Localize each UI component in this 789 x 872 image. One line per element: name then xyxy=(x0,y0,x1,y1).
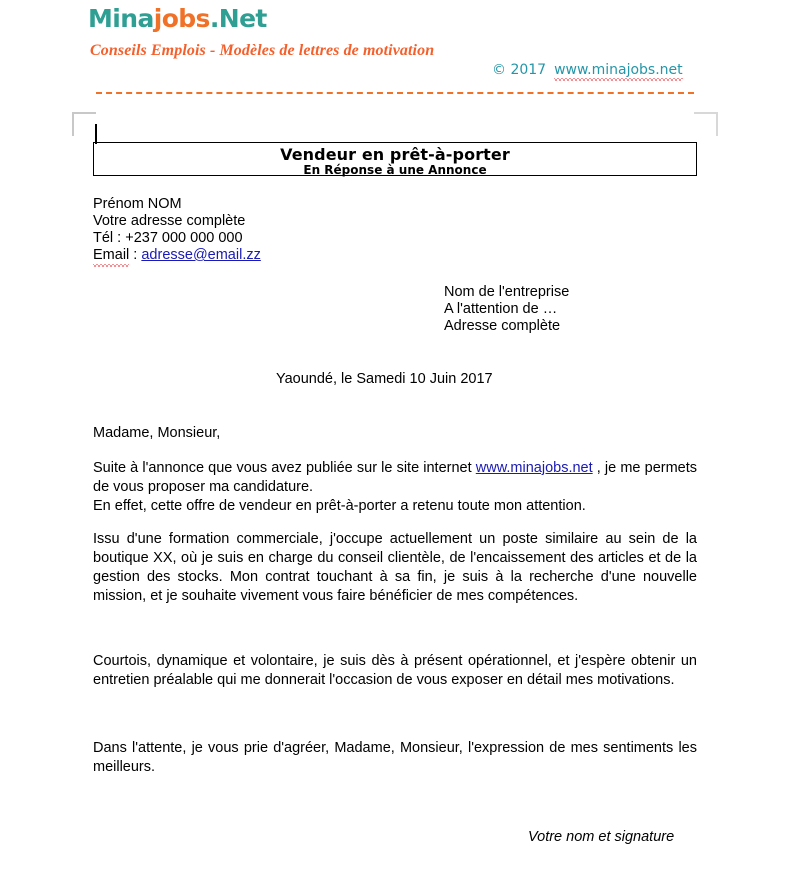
minajobs-link[interactable]: www.minajobs.net xyxy=(475,460,593,476)
sender-email-label: Email xyxy=(93,247,130,263)
sender-email-link[interactable]: adresse@email.zz xyxy=(141,247,261,263)
sender-email-separator: : xyxy=(129,247,142,263)
recipient-address-block xyxy=(444,284,569,335)
recipient-attention: A l'attention de … xyxy=(444,301,558,317)
site-tagline: Conseils Emplois - Modèles de lettres de motivation xyxy=(90,42,435,59)
recipient-company: Nom de l'entreprise xyxy=(444,284,570,300)
sender-address: Votre adresse complète xyxy=(93,213,246,229)
signature-line: Votre nom et signature xyxy=(528,829,675,845)
page-header xyxy=(0,0,789,100)
place-and-date: Yaoundé, le Samedi 10 Juin 2017 xyxy=(276,371,493,387)
job-subtitle: En Réponse à une Annonce xyxy=(303,163,487,177)
body-paragraph-1 xyxy=(93,459,697,516)
recipient-address: Adresse complète xyxy=(444,318,561,334)
sender-phone: Tél : +237 000 000 000 xyxy=(93,230,243,246)
para1-line3: En effet, cette offre de vendeur en prêt-à-porter a retenu toute mon attention. xyxy=(93,498,586,514)
margin-corner-top-right xyxy=(694,112,718,136)
logo-part-net: .Net xyxy=(209,4,267,33)
para1-text-before: Suite à l'annonce que vous avez publiée sur le site internet xyxy=(93,460,476,476)
body-paragraph-3: Courtois, dynamique et volontaire, je suis dès à présent opérationnel, et j'espère obtenir un entretien préalable qui me donnerait l'occasion de vous exposer en détail mes motivations. xyxy=(93,653,697,688)
sender-email-row xyxy=(93,247,261,264)
job-title: Vendeur en prêt-à-porter xyxy=(280,145,510,164)
copyright-url-link[interactable]: www.minajobs.net xyxy=(554,62,683,78)
body-paragraph-4: Dans l'attente, je vous prie d'agréer, Madame, Monsieur, l'expression de mes sentiments les meilleurs. xyxy=(93,740,697,775)
copyright-text: © 2017 xyxy=(492,62,547,78)
sender-address-block xyxy=(93,196,261,264)
salutation: Madame, Monsieur, xyxy=(93,425,221,441)
para1-text-after: , je me permets de vous proposer ma candidature. xyxy=(93,460,698,495)
margin-corner-top-left xyxy=(72,112,96,136)
site-logo xyxy=(88,4,267,33)
text-caret xyxy=(95,124,97,144)
sender-name: Prénom NOM xyxy=(93,196,182,212)
logo-part-mina: Mina xyxy=(88,4,154,33)
copyright-block xyxy=(492,62,683,78)
body-paragraph-2: Issu d'une formation commerciale, j'occupe actuellement un poste similaire au sein de la boutique XX, où je suis en charge du conseil clientèle, de l'encaissement des articles et de la gestion des stocks. Mon contrat touchant à sa fin, je suis à la recherche d'une nouvelle mission, et je souhaite vivement vous faire bénéficier de mes compétences. xyxy=(93,531,697,604)
job-title-box xyxy=(93,142,697,176)
logo-part-jobs: jobs xyxy=(153,4,210,33)
header-divider xyxy=(96,92,694,94)
